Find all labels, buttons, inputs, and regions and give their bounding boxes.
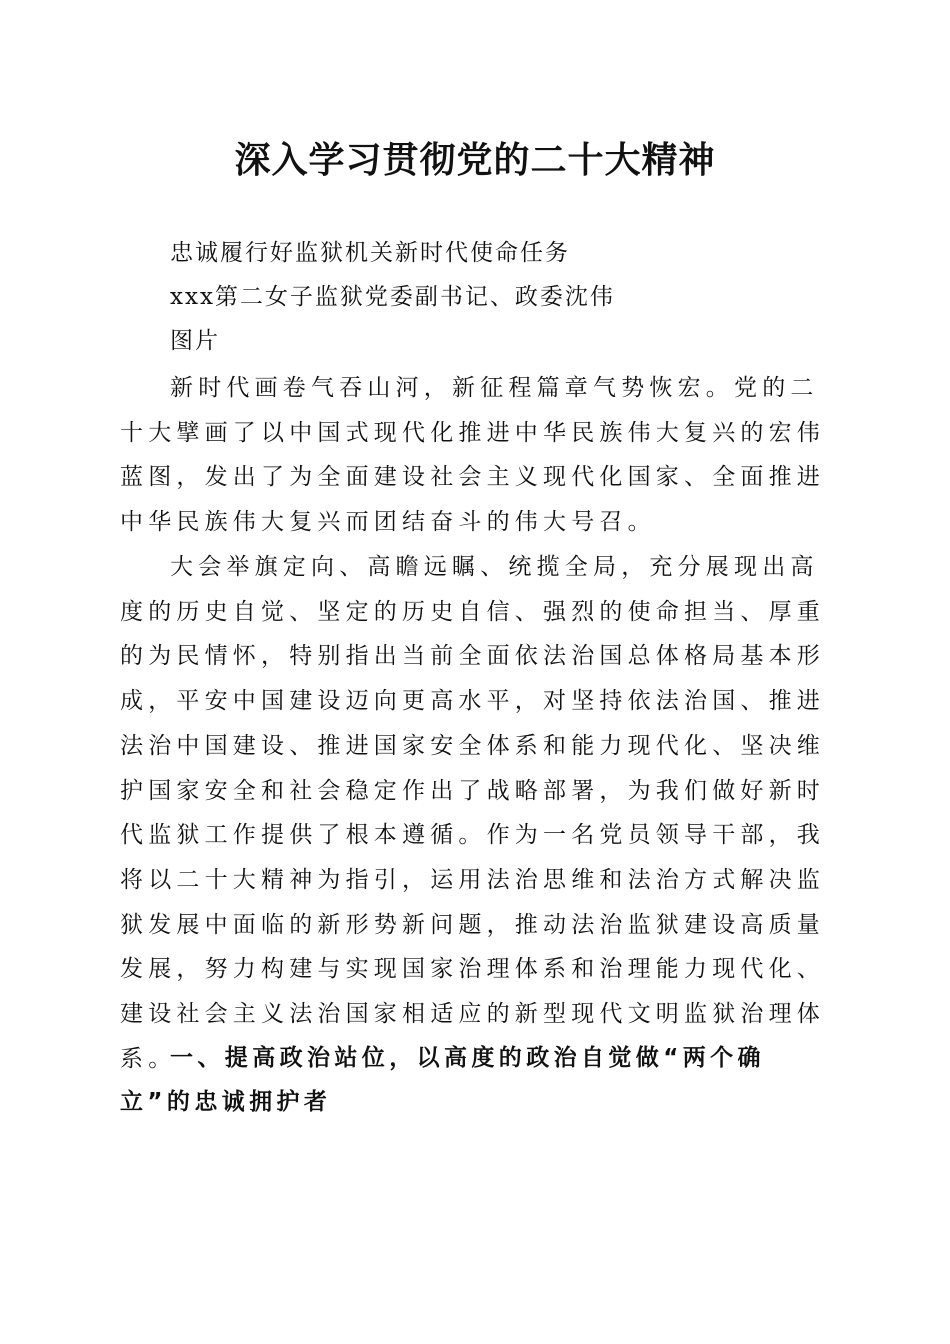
paragraph-intro: 新时代画卷气吞山河，新征程篇章气势恢宏。党的二十大擘画了以中国式现代化推进中华民族伟大复兴的宏伟蓝图，发出了为全面建设社会主义现代化国家、全面推进中华民族伟大复兴而团结奋斗的伟大号召。 [120, 375, 825, 536]
paragraph-congress: 大会举旗定向、高瞻远瞩、统揽全局，充分展现出高度的历史自觉、坚定的历史自信、强烈的使命担当、厚重的为民情怀，特别指出当前全面依法治国总体格局基本形成，平安中国建设迈向更高水平，对坚持依法治国、推进法治中国建设、推进国家安全体系和能力现代化、坚决维护国家安全和社会稳定作出了战略部署，为我们做好新时代监狱工作提供了根本遵循。作为一名党员领导干部，我将以二十大精神为指引，运用法治思维和法治方式解决监狱发展中面临的新形势新问题，推动法治监狱建设高质量发展，努力构建与实现国家治理体系和治理能力现代化、建设社会主义法治国家相适应的新型现代文明监狱治理体系。 [120, 554, 825, 1072]
author-line: xxx第二女子监狱党委副书记、政委沈伟 [170, 284, 615, 310]
image-placeholder-label: 图片 [170, 328, 220, 354]
document-title: 深入学习贯彻党的二十大精神 [234, 139, 716, 181]
document-subtitle: 忠诚履行好监狱机关新时代使命任务 [170, 240, 570, 266]
section-heading-1: 一、提高政治站位，以高度的政治自觉做“两个确立”的忠诚拥护者 [120, 1045, 765, 1115]
